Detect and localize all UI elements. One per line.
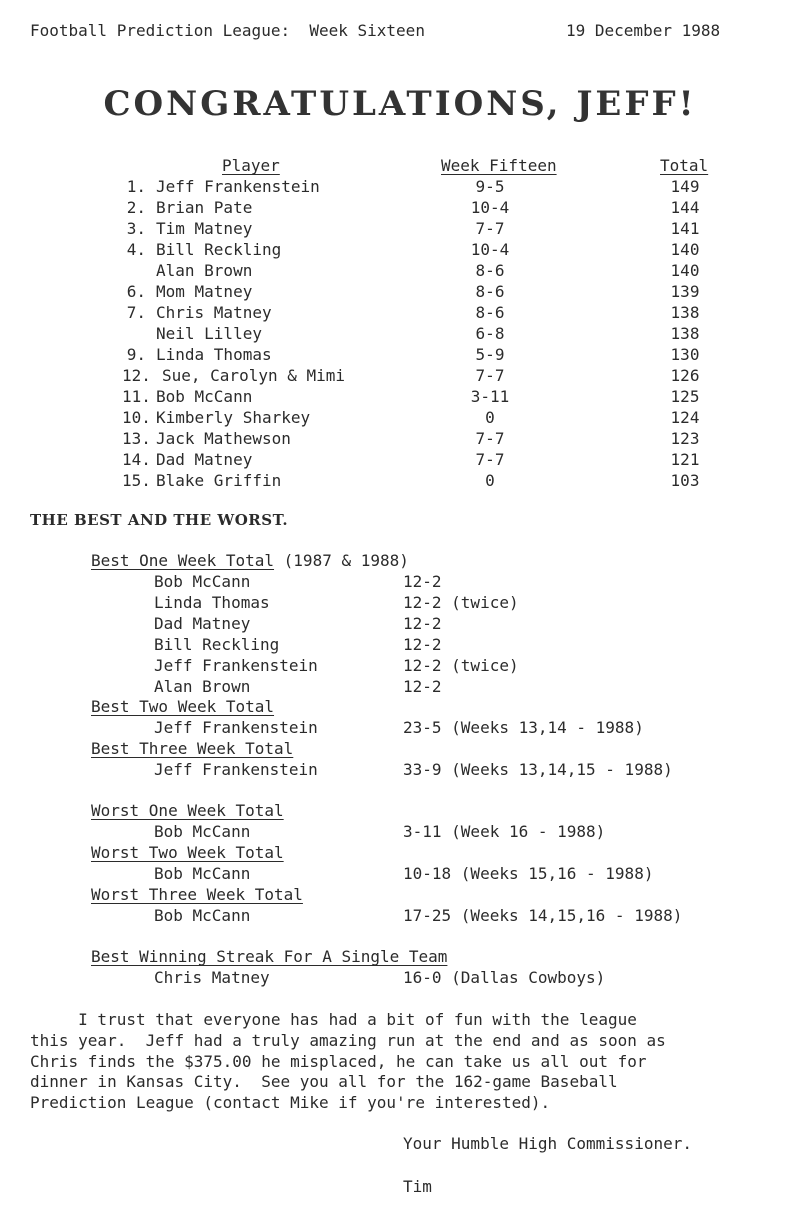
row-rank: 6. <box>126 282 146 301</box>
worst-one-title: Worst One Week Total <box>91 801 284 820</box>
page-title: CONGRATULATIONS, JEFF! <box>103 84 697 124</box>
row-week: 8-6 <box>475 282 505 301</box>
streak-score: 16-0 (Dallas Cowboys) <box>403 968 606 987</box>
row-total: 141 <box>670 219 700 238</box>
best-one-note: (1987 & 1988) <box>274 551 409 570</box>
worst-two-title: Worst Two Week Total <box>91 843 284 862</box>
row-week: 8-6 <box>475 303 505 322</box>
row-player: Kimberly Sharkey <box>156 408 311 427</box>
row-rank: 3. <box>126 219 146 238</box>
row-week: 0 <box>485 408 495 427</box>
best-three-score: 33-9 (Weeks 13,14,15 - 1988) <box>403 760 673 779</box>
col-player-header: Player <box>222 156 280 175</box>
paragraph-line: I trust that everyone has had a bit of fun with the league <box>30 1010 637 1029</box>
worst-three-name: Bob McCann <box>154 906 251 925</box>
row-week: 8-6 <box>475 261 505 280</box>
row-rank: 13. <box>122 429 151 448</box>
row-rank: 1. <box>126 177 146 196</box>
row-week: 3-11 <box>470 387 510 406</box>
row-total: 140 <box>670 240 700 259</box>
row-week: 5-9 <box>475 345 505 364</box>
best-one-title-line <box>91 551 409 571</box>
row-week: 7-7 <box>475 219 505 238</box>
row-player: Brian Pate <box>156 198 253 217</box>
worst-two-score: 10-18 (Weeks 15,16 - 1988) <box>403 864 654 883</box>
worst-three-title: Worst Three Week Total <box>91 885 303 904</box>
row-player: Bill Reckling <box>156 240 282 259</box>
best-one-name: Dad Matney <box>154 614 251 633</box>
row-rank: 2. <box>126 198 146 217</box>
best-one-score: 12-2 <box>403 572 442 591</box>
row-player: Dad Matney <box>156 450 253 469</box>
row-player: Tim Matney <box>156 219 253 238</box>
header-league-title: Football Prediction League: Week Sixteen <box>30 21 425 40</box>
paragraph-line: Prediction League (contact Mike if you're interested). <box>30 1093 551 1113</box>
best-one-title: Best One Week Total <box>91 551 275 570</box>
row-total: 139 <box>670 282 700 301</box>
row-week: 7-7 <box>475 366 505 385</box>
paragraph-line: dinner in Kansas City. See you all for the 162-game Baseball <box>30 1072 618 1092</box>
signoff: Your Humble High Commissioner. <box>403 1134 692 1153</box>
row-rank: 14. <box>122 450 151 469</box>
row-player: Alan Brown <box>156 261 253 280</box>
row-total: 123 <box>670 429 700 448</box>
best-one-name: Alan Brown <box>154 677 251 696</box>
row-rank: 10. <box>122 408 151 427</box>
best-one-score: 12-2 <box>403 677 442 696</box>
paragraph-line: this year. Jeff had a truly amazing run at the end and as soon as <box>30 1030 666 1050</box>
row-player: Bob McCann <box>156 387 253 406</box>
best-one-score: 12-2 (twice) <box>403 656 519 675</box>
row-week: 7-7 <box>475 450 505 469</box>
row-total: 130 <box>670 345 700 364</box>
col-week-header: Week Fifteen <box>441 156 557 175</box>
best-three-name: Jeff Frankenstein <box>154 760 318 779</box>
paragraph-line: Chris finds the $375.00 he misplaced, he can take us all out for <box>30 1051 647 1071</box>
header-date: 19 December 1988 <box>566 21 721 40</box>
row-week: 10-4 <box>470 240 510 259</box>
best-one-score: 12-2 <box>403 614 442 633</box>
row-week: 10-4 <box>470 198 510 217</box>
row-total: 140 <box>670 261 700 280</box>
best-two-name: Jeff Frankenstein <box>154 718 318 737</box>
best-two-score: 23-5 (Weeks 13,14 - 1988) <box>403 718 644 737</box>
row-rank: 15. <box>122 471 151 490</box>
row-total: 125 <box>670 387 700 406</box>
col-total-header: Total <box>660 156 709 175</box>
row-total: 124 <box>670 408 700 427</box>
worst-three-score: 17-25 (Weeks 14,15,16 - 1988) <box>403 906 683 925</box>
best-one-name: Linda Thomas <box>154 593 270 612</box>
best-one-score: 12-2 <box>403 635 442 654</box>
best-one-name: Bob McCann <box>154 572 251 591</box>
row-total: 121 <box>670 450 700 469</box>
best-worst-heading: THE BEST AND THE WORST. <box>30 511 289 529</box>
best-two-title: Best Two Week Total <box>91 697 275 716</box>
row-total: 103 <box>670 471 700 490</box>
row-rank: 11. <box>122 387 151 406</box>
worst-one-name: Bob McCann <box>154 822 251 841</box>
row-week: 9-5 <box>475 177 505 196</box>
row-player: Jack Mathewson <box>156 429 291 448</box>
row-player: Sue, Carolyn & Mimi <box>162 366 346 385</box>
signature: Tim <box>403 1177 432 1196</box>
best-one-name: Jeff Frankenstein <box>154 656 318 675</box>
row-week: 0 <box>485 471 495 490</box>
row-player: Jeff Frankenstein <box>156 177 320 196</box>
best-one-name: Bill Reckling <box>154 635 280 654</box>
row-player: Blake Griffin <box>156 471 282 490</box>
worst-two-name: Bob McCann <box>154 864 251 883</box>
row-rank: 12. <box>122 366 151 385</box>
row-player: Mom Matney <box>156 282 253 301</box>
row-total: 149 <box>670 177 700 196</box>
streak-title: Best Winning Streak For A Single Team <box>91 947 448 966</box>
row-player: Neil Lilley <box>156 324 262 343</box>
row-total: 126 <box>670 366 700 385</box>
row-week: 6-8 <box>475 324 505 343</box>
row-rank: 4. <box>126 240 146 259</box>
row-rank: 7. <box>126 303 146 322</box>
row-player: Linda Thomas <box>156 345 272 364</box>
closing-paragraph <box>30 1010 782 1114</box>
row-player: Chris Matney <box>156 303 272 322</box>
row-week: 7-7 <box>475 429 505 448</box>
row-total: 138 <box>670 303 700 322</box>
streak-name: Chris Matney <box>154 968 270 987</box>
worst-one-score: 3-11 (Week 16 - 1988) <box>403 822 606 841</box>
row-rank: 9. <box>126 345 146 364</box>
best-one-score: 12-2 (twice) <box>403 593 519 612</box>
row-total: 138 <box>670 324 700 343</box>
row-total: 144 <box>670 198 700 217</box>
best-three-title: Best Three Week Total <box>91 739 294 758</box>
